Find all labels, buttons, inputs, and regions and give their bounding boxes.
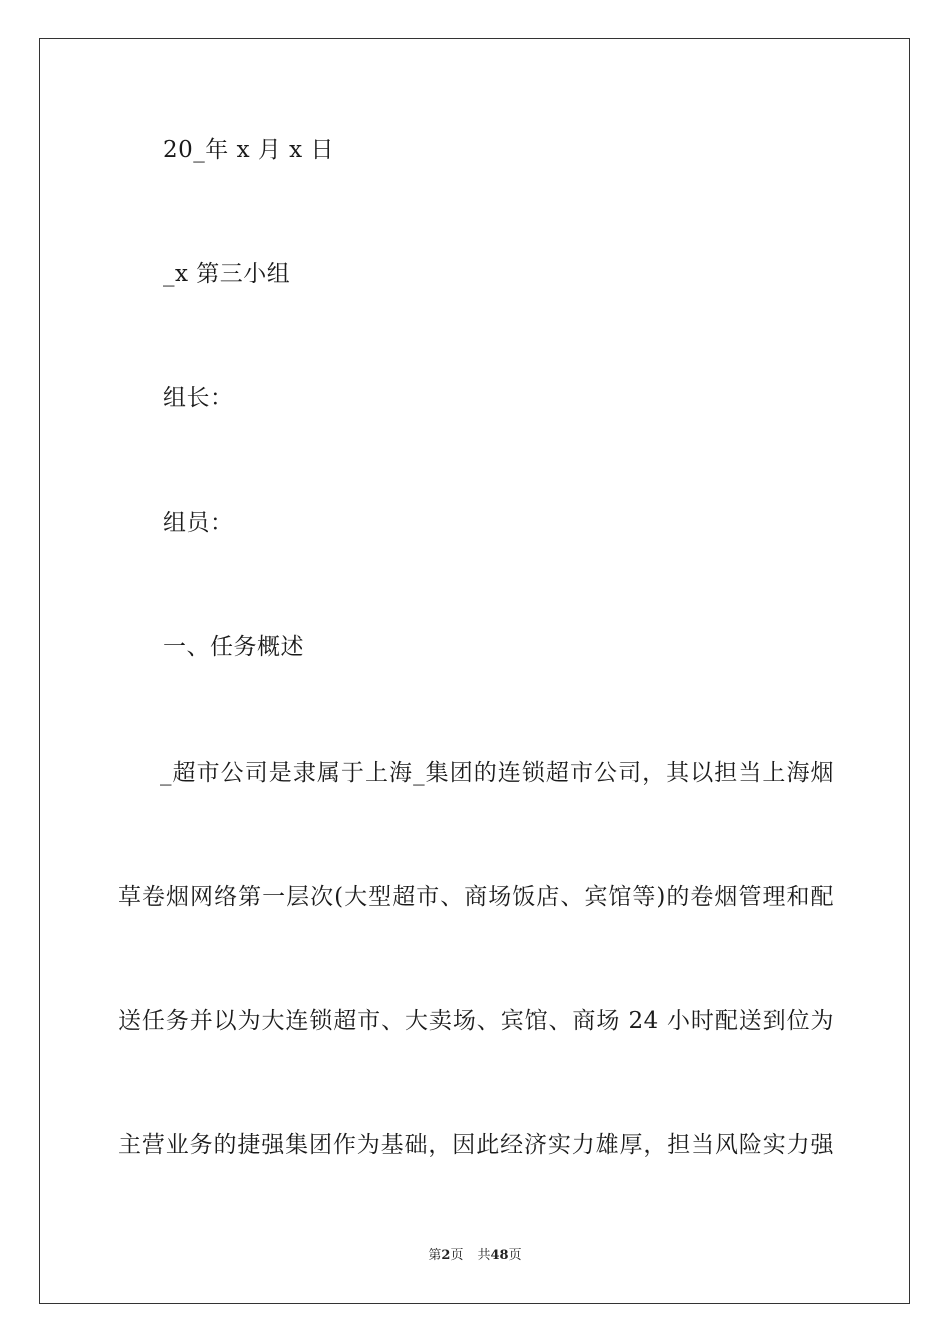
footer-total-suffix: 页 <box>508 1248 522 1263</box>
members-line: 组员： <box>163 510 234 536</box>
group-line: _x 第三小组 <box>163 261 291 287</box>
paragraph-line: 主营业务的捷强集团作为基础，因此经济实力雄厚，担当风险实力强 <box>118 1132 834 1158</box>
footer-page-number: 2 <box>441 1248 451 1263</box>
footer-page-suffix: 页 <box>450 1248 464 1263</box>
page-border <box>39 38 910 1304</box>
paragraph-line: 送任务并以为大连锁超市、大卖场、宾馆、商场 24 小时配送到位为 <box>118 1008 834 1034</box>
leader-line: 组长： <box>163 385 234 411</box>
paragraph-line: _超市公司是隶属于上海_集团的连锁超市公司，其以担当上海烟 <box>160 760 834 786</box>
footer-page-prefix: 第 <box>428 1248 442 1263</box>
date-line: 20_年 x 月 x 日 <box>163 137 334 163</box>
footer-total-pages: 48 <box>490 1248 509 1263</box>
footer-total-prefix: 共 <box>477 1248 491 1263</box>
page-footer <box>0 1248 950 1264</box>
paragraph-line: 草卷烟网络第一层次(大型超市、商场饭店、宾馆等)的卷烟管理和配 <box>118 884 834 910</box>
section-heading: 一、任务概述 <box>163 634 304 660</box>
